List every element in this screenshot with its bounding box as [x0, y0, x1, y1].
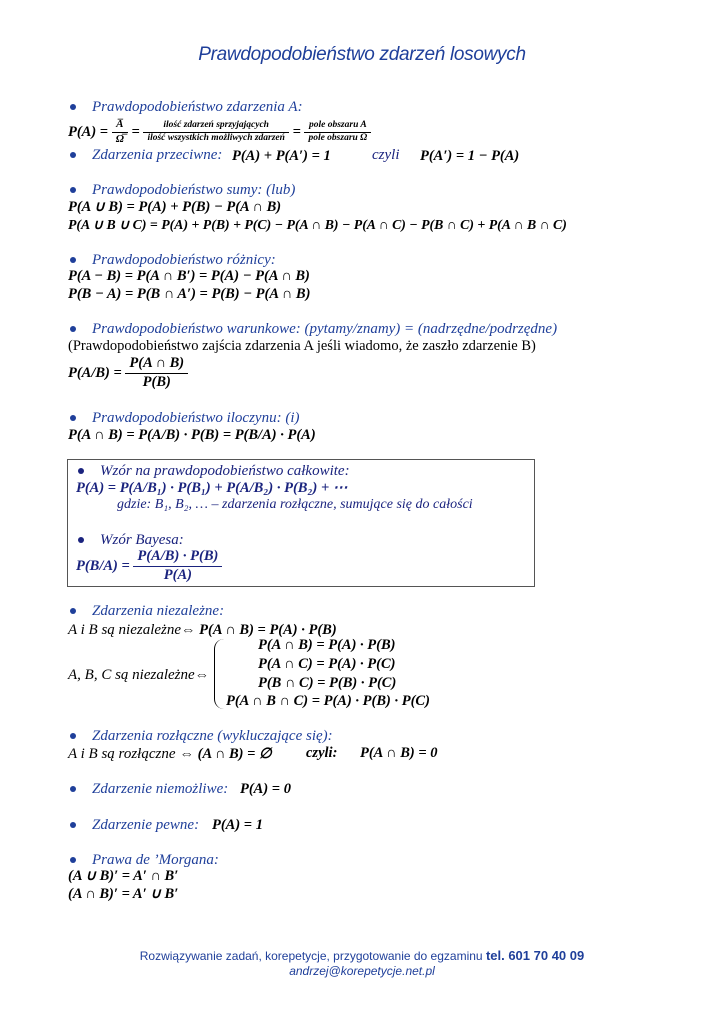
section-heading-total-probability: Wzór na prawdopodobieństwo całkowite: [76, 463, 350, 480]
formula-sum-three: P(A ∪ B ∪ C) = P(A) + P(B) + P(C) − P(A ∩ B) − P(A ∩ C) − P(B ∩ C) + P(A ∩ B ∩ C) [68, 217, 567, 232]
footer-line: Rozwiązywanie zadań, korepetycje, przygotowanie do egzaminu tel. 601 70 40 09 [139, 948, 585, 963]
bullet-icon [70, 187, 76, 193]
formula-sum-two: P(A ∪ B) = P(A) + P(B) − P(A ∩ B) [68, 199, 282, 215]
bullet-icon [70, 104, 76, 110]
footer-email[interactable]: andrzej@korepetycje.net.pl [289, 964, 435, 978]
formula-total-probability: P(A) = P(A/B₁) · P(B₁) + P(A/B₂) · P(B₂) + ⋯ [76, 480, 348, 496]
section-heading-difference: Prawdopodobieństwo różnicy: [68, 252, 276, 269]
formula-difference-ab: P(A − B) = P(A ∩ B′) = P(A) − P(A ∩ B) [68, 268, 310, 284]
formula-de-morgan-1: (A ∪ B)′ = A′ ∩ B′ [68, 868, 179, 884]
conditional-note: (Prawdopodobieństwo zajścia zdarzenia A jeśli wiadomo, że zaszło zdarzenie B) [68, 338, 536, 354]
independent-line-1: P(A ∩ B) = P(A) · P(B) [258, 637, 396, 653]
section-heading-product: Prawdopodobieństwo iloczynu: (i) [68, 410, 299, 427]
bullet-icon [70, 257, 76, 263]
bullet-icon [70, 822, 76, 828]
fraction-bayes: $\frac{P(A/B) \cdot P(B)}{P(A)}$ [133, 548, 222, 584]
section-heading-independent: Zdarzenia niezależne: [68, 603, 224, 620]
formula-complement: P(A′) = 1 − P(A) [420, 148, 520, 164]
section-heading-certain: Zdarzenie pewne: [68, 817, 199, 834]
formula-certain: P(A) = 1 [212, 817, 263, 833]
curly-brace-icon [214, 639, 225, 709]
formula-disjoint-probability: P(A ∩ B) = 0 [360, 745, 438, 761]
section-heading-impossible: Zdarzenie niemożliwe: [68, 781, 228, 798]
bullet-icon [70, 608, 76, 614]
total-probability-note: gdzie: B₁, B₂, … – zdarzenia rozłączne, sumujące się do całości [117, 497, 473, 512]
czyli-label: czyli [372, 147, 400, 163]
formula-difference-ba: P(B − A) = P(B ∩ A′) = P(B) − P(A ∩ B) [68, 286, 311, 302]
section-heading-disjoint: Zdarzenia rozłączne (wykluczające się): [68, 728, 333, 745]
fraction-favorable-events: $\frac{\text{ilość zdarzeń sprzyjających}}{\text{ilość wszystkich możliwych zdarzeń}}$ [143, 120, 289, 144]
formula-impossible: P(A) = 0 [240, 781, 291, 797]
section-heading-sum: Prawdopodobieństwo sumy: (lub) [68, 182, 295, 199]
footer-phone: tel. 601 70 40 09 [485, 948, 585, 963]
independent-line-3: P(B ∩ C) = P(B) · P(C) [258, 675, 397, 691]
bullet-icon [70, 415, 76, 421]
formula-de-morgan-2: (A ∩ B)′ = A′ ∪ B′ [68, 886, 179, 902]
bullet-icon [70, 786, 76, 792]
section-heading-bayes: Wzór Bayesa: [76, 532, 184, 549]
fraction-a-omega: $\frac{A̅}{\Omega̅}$ [112, 118, 128, 145]
czyli-label-2: czyli: [306, 745, 338, 761]
formula-product: P(A ∩ B) = P(A/B) · P(B) = P(B/A) · P(A) [68, 427, 316, 443]
section-heading-conditional: Prawdopodobieństwo warunkowe: (pytamy/znamy) = (nadrzędne/podrzędne) [68, 321, 557, 338]
formula-independent-two: A i B są niezależne⇔ P(A ∩ B) = P(A) · P(B) [68, 622, 337, 638]
bullet-icon [78, 537, 84, 543]
independent-line-4: P(A ∩ B ∩ C) = P(A) · P(B) · P(C) [226, 693, 430, 709]
formula-complement-sum: P(A) + P(A′) = 1 [232, 148, 331, 164]
bullet-icon [70, 326, 76, 332]
formula-bayes: P(B/A) = $\frac{P(A/B) \cdot P(B)}{P(A)}$ [76, 548, 222, 584]
bullet-icon [78, 468, 84, 474]
section-heading-de-morgan: Prawa de ’Morgana: [68, 852, 219, 869]
fraction-conditional: $\frac{P(A \cap B)}{P(B)}$ [125, 355, 188, 391]
section-heading-event-probability: Prawdopodobieństwo zdarzenia A: [68, 99, 303, 116]
bullet-icon [70, 857, 76, 863]
formula-conditional: P(A/B) = $\frac{P(A \cap B)}{P(B)}$ [68, 355, 188, 391]
section-heading-complementary: Zdarzenia przeciwne: [68, 147, 222, 164]
independent-line-2: P(A ∩ C) = P(A) · P(C) [258, 656, 396, 672]
formula-independent-three-label: A, B, C są niezależne⇔ [68, 667, 210, 683]
bullet-icon [70, 733, 76, 739]
formula-disjoint: A i B są rozłączne ⇔ (A ∩ B) = ∅ [68, 746, 272, 762]
formula-classic-probability: P(A) = $\frac{A̅}{\Omega̅}$ = $\frac{\text{ilość zdarzeń sprzyjających}}{\text{ilość wszystkich możliwych zdarzeń}}$ = $\frac{\text{pole obszaru A}}{\text{pole obszaru Ω}}$ [68, 115, 371, 149]
page-title: Prawdopodobieństwo zdarzeń losowych [198, 44, 526, 65]
bullet-icon [70, 152, 76, 158]
fraction-area: $\frac{\text{pole obszaru A}}{\text{pole obszaru Ω}}$ [304, 120, 371, 144]
